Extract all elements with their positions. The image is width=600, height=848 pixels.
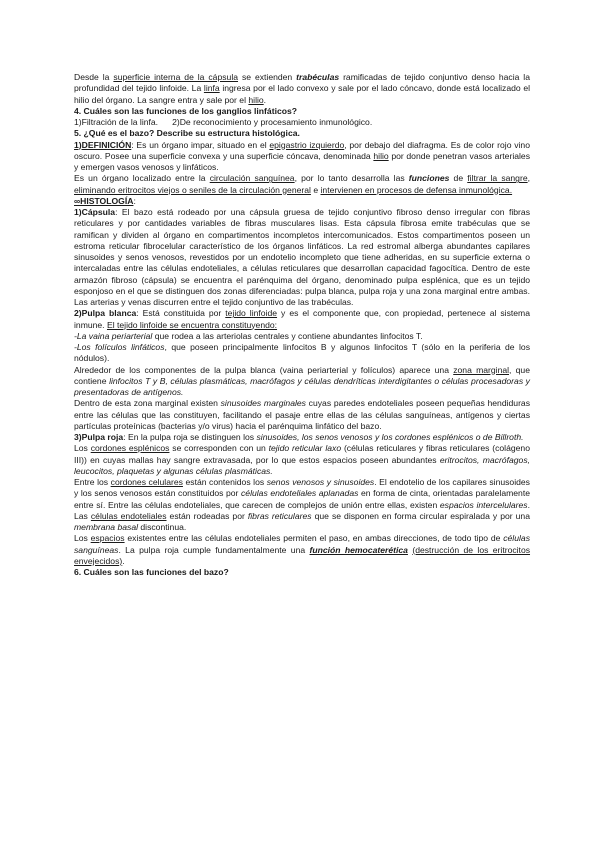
- function-1: 1)Filtración de la linfa.: [74, 117, 159, 127]
- question-4-heading: 4. Cuáles son las funciones de los ganglios linfáticos?: [74, 105, 298, 116]
- text-underlined: linfa: [203, 83, 220, 94]
- text: ingresa por el lado convexo y sale por el lado cóncavo, donde está localizado el hilio del órgano. La sangre entra y sale por el: [74, 83, 531, 105]
- text: Entre los: [74, 477, 111, 487]
- text: Desde la: [74, 72, 114, 82]
- text: Es un órgano localizado entre la: [74, 173, 210, 184]
- question-5-heading: 5. ¿Qué es el bazo? Describe su estructura histológica.: [74, 128, 300, 139]
- text: discontinua.: [138, 522, 187, 532]
- paragraph-definition: [74, 140, 530, 174]
- capsule-label: 1)Cápsula: [74, 207, 116, 217]
- text-bold-italic: trabéculas: [296, 72, 340, 82]
- text-italic: células endoteliales aplanadas: [241, 488, 359, 499]
- text-underlined: intervienen en procesos de defensa inmunológica.: [320, 184, 513, 195]
- text-underlined: cordones celulares: [110, 477, 183, 487]
- paragraph-cellular-cords: [74, 477, 530, 533]
- text-italic: tejido reticular laxo: [268, 443, 342, 454]
- text: ramificadas de tejido conjuntivo denso hacia la profundidad del tejido linfoide. La: [74, 72, 530, 94]
- text-underlined: (destrucción de los eritrocitos envejecidos): [74, 544, 531, 566]
- text: Los: [74, 443, 91, 454]
- text: . El endotelio de los capilares sinusoides y los senos venosos están constituidos por: [74, 477, 530, 499]
- text-underlined: zona marginal,: [453, 364, 512, 375]
- text-bold-italic-underlined: función hemocaterética: [309, 544, 408, 555]
- text: : El bazo está rodeado por una cápsula gruesa de tejido conjuntivo fibroso denso irregular con fibras reticulares y por cantidades variables de fibras musculares lisas. Esta cápsula fibrosa emite trabéculas que se ramifican y dividen al órgano en compartimentos incompletos intercomunicados. Estos compartimentos poseen un estroma reticular fibrocelular característico de los órganos linfáticos. La red estromal alberga abundantes capilares sinusoides y senos venosos, revestidos por un endotelio incompleto que tiene adheridas, en su superficie externa o intercaladas entre las células endoteliales, a células reticulares que desarrollan capacidad fagocítica. Dentro de este armazón fibroso (cápsula) se encuentra el parénquima del órgano, denominado pulpa esplénica, que es un tejido esponjoso en el que se distinguen dos zonas diferenciadas: pulpa blanca, pulpa roja y una zona marginal entre ambas. Las arterias y venas discurren entre el tejido conjuntivo de las trabéculas.: [74, 207, 530, 307]
- text-italic: -Los folículos linfáticos: [74, 342, 165, 352]
- list-item-periarterial-sheath: [74, 331, 530, 342]
- text-italic: linfocitos T y B, células plasmáticas, macrófagos y células dendríticas interdigitantes o células procesadoras y presentadoras de antígenos.: [74, 375, 530, 397]
- text-bold-italic: funciones: [408, 173, 450, 184]
- text: : En la pulpa roja se distinguen los: [123, 432, 257, 442]
- text: Alrededor de los componentes de la pulpa blanca (vaina periarterial y folículos) aparece una: [74, 364, 454, 375]
- text: Dentro de esta zona marginal existen: [74, 398, 221, 409]
- document-page: [74, 72, 530, 578]
- text-underlined: tejido linfoide: [225, 308, 278, 319]
- text-underlined: cordones esplénicos: [90, 443, 170, 454]
- text: cuyas paredes endoteliales poseen pequeñas hendiduras entre las células que las constituyen, facilitando el pasaje entre ellas de las células sanguíneas, antígenos y ciertas partículas proteínicas (bacterias y/o virus) hacia el parénquima linfático del bazo.: [74, 398, 531, 431]
- text-underlined: células endoteliales: [90, 510, 167, 521]
- text-underlined: eliminando eritrocitos viejos o seniles de la circulación general: [74, 184, 311, 195]
- text-underlined: El tejido linfoide se encuentra constituyendo:: [106, 319, 278, 330]
- text: que se disponen en forma circular espiralada y por una: [311, 510, 530, 521]
- paragraph-spaces: [74, 533, 530, 567]
- text: de: [449, 173, 468, 184]
- text-italic: fibras reticulares: [247, 510, 312, 521]
- text: ,: [527, 173, 530, 184]
- text: están rodeadas por: [166, 510, 248, 521]
- text-italic: sinusoides, los senos venosos y los cordones esplénicos o de Billroth.: [256, 432, 524, 442]
- text: por donde penetran vasos arteriales y emergen vasos venosos y linfáticos.: [74, 150, 530, 172]
- text-underlined: superficie interna de la cápsula: [113, 72, 239, 82]
- text: se corresponden con un: [169, 443, 269, 454]
- function-2: 2)De reconocimiento y procesamiento inmunológico.: [172, 117, 373, 127]
- text-italic: senos venosos y sinusoides: [266, 477, 375, 487]
- text-underlined: espacios: [90, 533, 125, 544]
- list-item-lymphatic-follicles: [74, 342, 530, 365]
- text: :: [133, 195, 136, 206]
- text: . Las: [74, 499, 530, 521]
- paragraph-white-pulp: [74, 308, 530, 331]
- red-pulp-label: 3)Pulpa roja: [74, 432, 124, 442]
- text: .: [263, 94, 267, 105]
- text: en forma de cinta, orientadas paralelamente entre sí. Entre las células endoteliales, que carecen de complejos de unión entre ellas, existen: [74, 488, 531, 510]
- paragraph-red-pulp: [74, 432, 530, 443]
- text-underlined: epigastrio izquierdo: [269, 139, 345, 150]
- text-italic: -La vaina periarterial: [74, 330, 153, 341]
- text: (células reticulares y fibras reticulares (colágeno III)) en cuyas mallas hay sangre extravasada, por lo que estos espacios poseen abundantes: [74, 443, 530, 465]
- lymph-node-functions: [74, 117, 530, 128]
- paragraph-capsule: [74, 207, 530, 308]
- paragraph-marginal-zone: [74, 365, 530, 399]
- text: existentes entre las células endoteliales permiten el paso, en ambas direcciones, de todo tipo de: [124, 533, 504, 544]
- text: : Es un órgano impar, situado en el: [131, 139, 270, 150]
- text: están contenidos los: [182, 477, 267, 487]
- text-italic: sinusoides marginales: [220, 398, 306, 409]
- text: y es el componente que, con propiedad, pertenece al sistema inmune.: [74, 308, 530, 330]
- paragraph-organ-functions: [74, 173, 530, 196]
- text-underlined: filtrar la sangre: [467, 173, 528, 184]
- paragraph-splenic-cords: [74, 443, 530, 477]
- text: : Está constituida por: [136, 308, 226, 319]
- text: e: [310, 184, 321, 195]
- histology-label: ∞HISTOLOGÍA: [74, 195, 134, 206]
- definition-label: 1)DEFINICIÓN: [74, 139, 132, 150]
- text: que rodea a las arteriolas centrales y contiene abundantes linfocitos T.: [152, 330, 423, 341]
- text: se extienden: [238, 72, 297, 82]
- paragraph-capsule-trabeculae: [74, 72, 530, 106]
- text-underlined: circulación sanguínea: [209, 173, 295, 184]
- text-underlined: hilio: [248, 94, 264, 105]
- text: .: [122, 555, 125, 566]
- text-italic: espacios intercelulares: [439, 499, 528, 510]
- text-italic: células sanguíneas: [74, 533, 530, 555]
- text: . La pulpa roja cumple fundamentalmente una: [118, 544, 310, 555]
- text: , por debajo del diafragma. Es de color rojo vino oscuro. Posee una superficie convexa y una superficie cóncava, denominada: [74, 139, 530, 161]
- text-italic: membrana basal: [74, 522, 139, 532]
- text: , por lo tanto desarrolla las: [294, 173, 409, 184]
- text: , que poseen principalmente linfocitos B y algunos linfocitos T (sólo en la periferia de los nódulos).: [74, 342, 530, 364]
- text-underlined: hilio: [373, 150, 389, 161]
- question-6-heading: 6. Cuáles son las funciones del bazo?: [74, 567, 229, 577]
- text: Los: [74, 533, 91, 544]
- text: que contiene: [74, 364, 530, 386]
- white-pulp-label: 2)Pulpa blanca: [74, 308, 137, 319]
- text-italic: eritrocitos, macrófagos, leucocitos, plaquetas y algunas células plasmáticas.: [74, 454, 531, 476]
- paragraph-marginal-sinusoids: [74, 398, 530, 432]
- histology-heading: [74, 196, 530, 207]
